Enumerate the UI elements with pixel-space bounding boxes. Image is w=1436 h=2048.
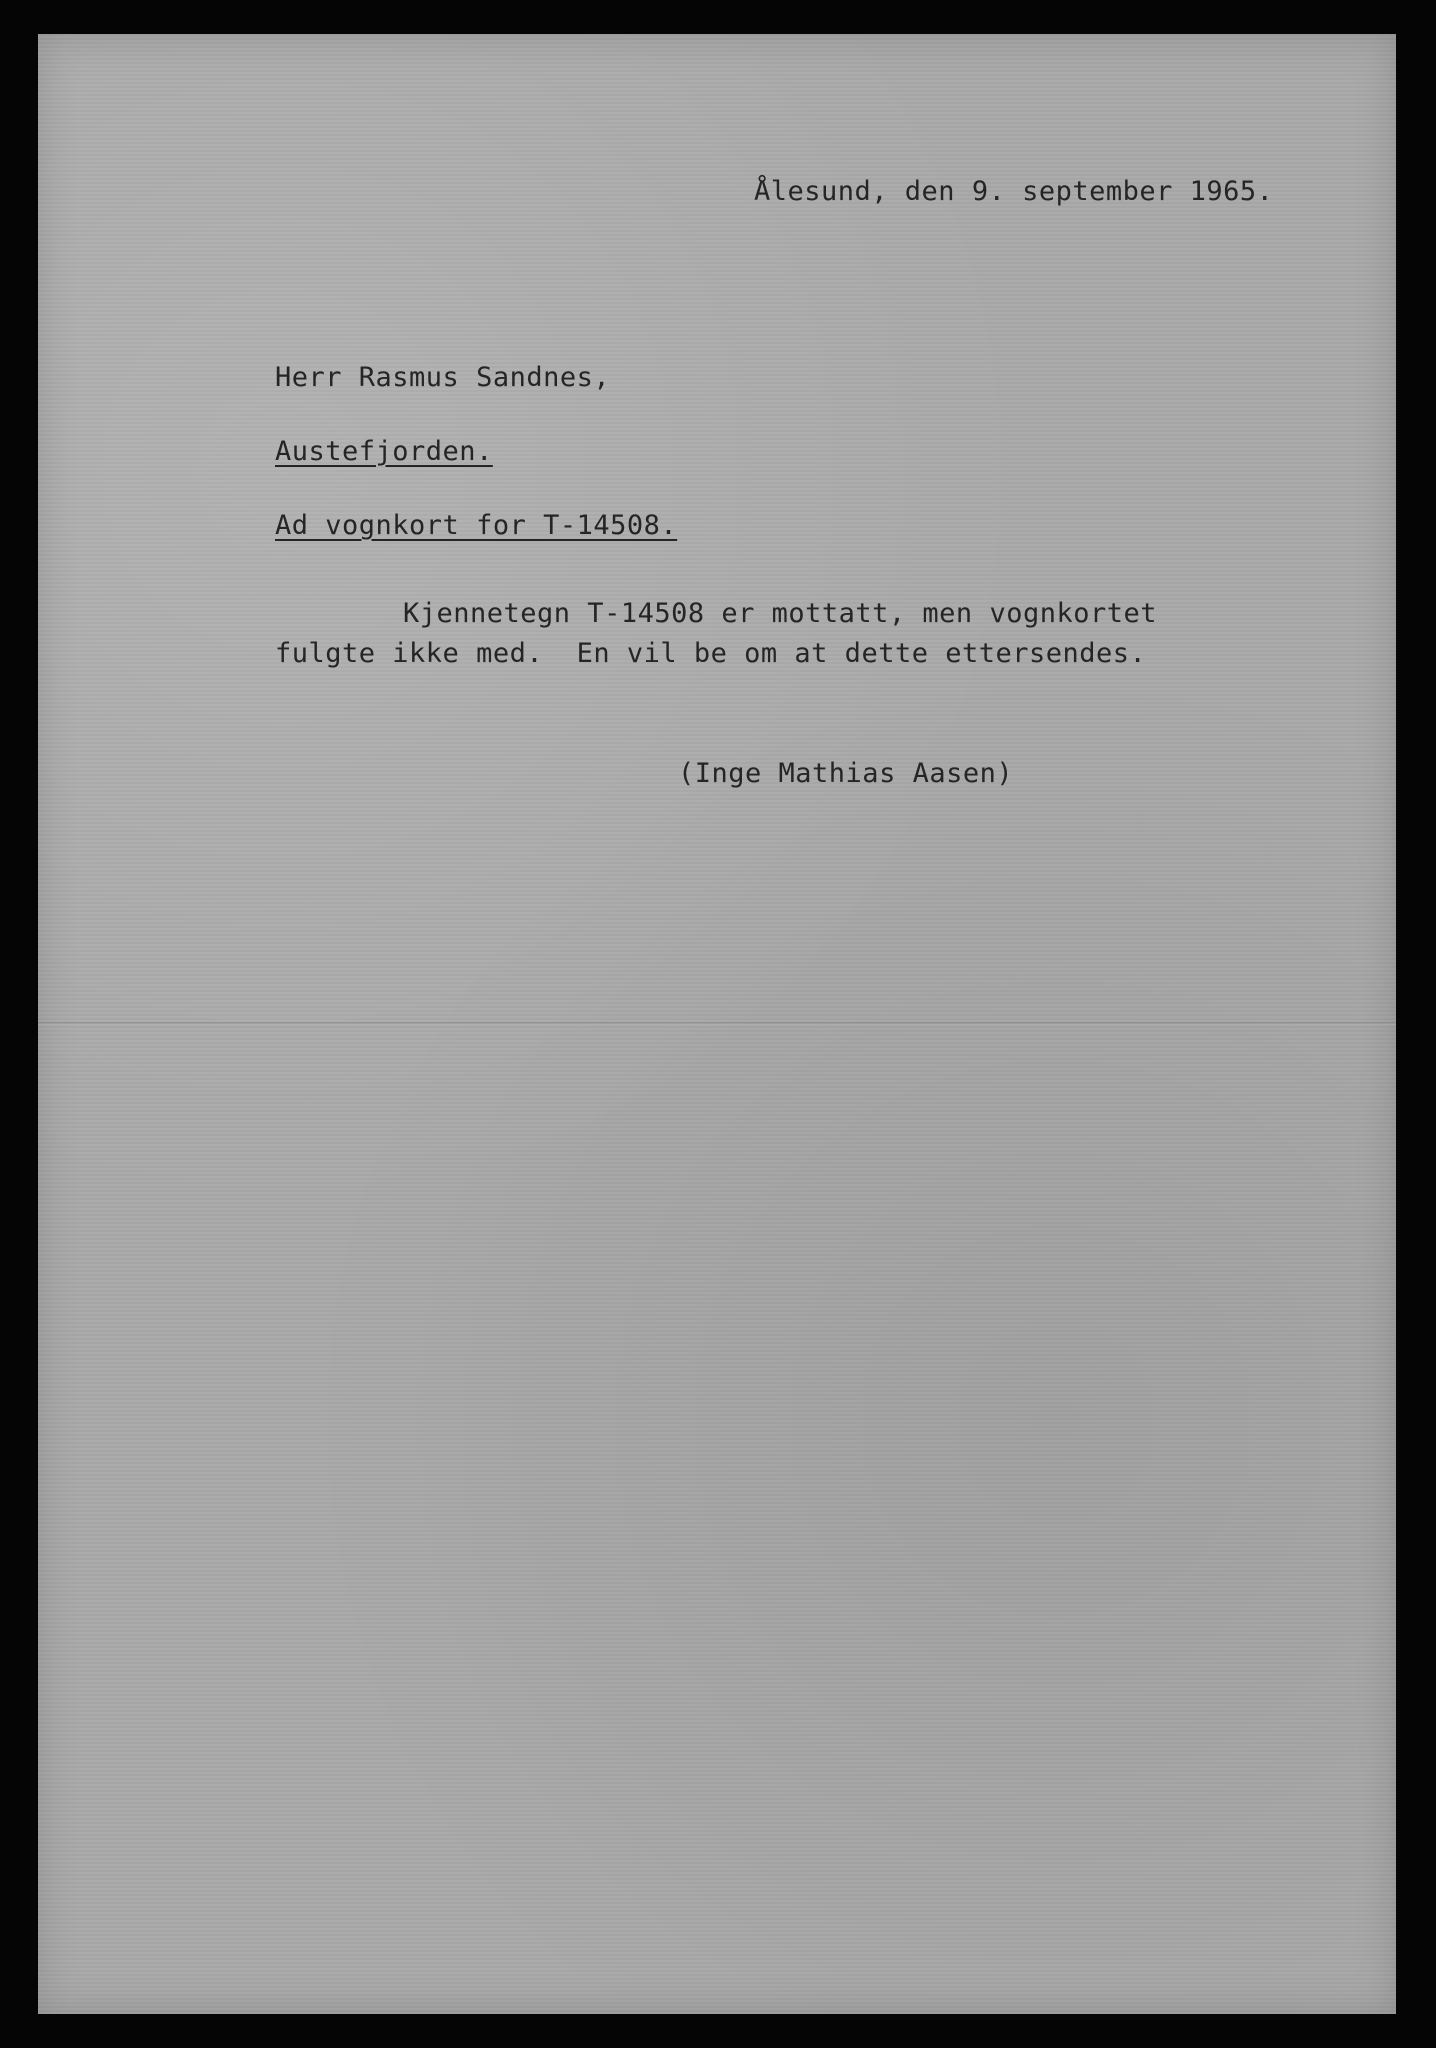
date-line: Ålesund, den 9. september 1965.: [754, 176, 1274, 207]
subject-line: Ad vognkort for T-14508.: [275, 510, 678, 541]
recipient-name: Herr Rasmus Sandnes,: [275, 362, 611, 393]
paper-sheet: [38, 34, 1396, 2014]
body-line-2: fulgte ikke med. En vil be om at dette ettersendes.: [275, 638, 1147, 669]
recipient-place: Austefjorden.: [275, 436, 493, 467]
fold-line: [38, 1022, 1396, 1025]
signature: (Inge Mathias Aasen): [678, 758, 1014, 789]
body-line-1: Kjennetegn T-14508 er mottatt, men vognkortet: [403, 598, 1157, 629]
